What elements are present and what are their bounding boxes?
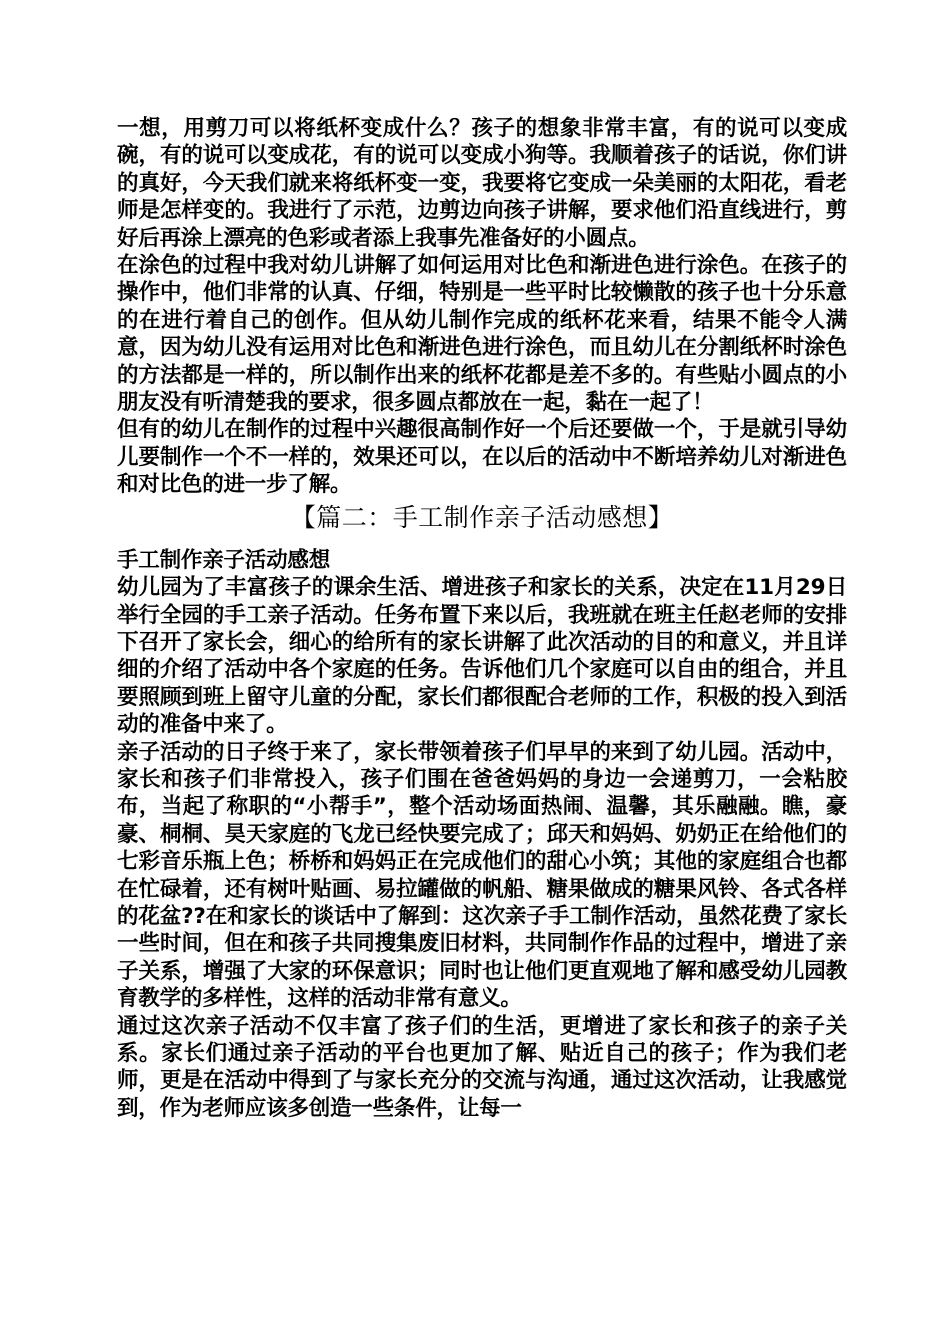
paragraph-activity-intro: 幼儿园为了丰富孩子的课余生活、增进孩子和家长的关系，决定在11月29日举行全园的手工亲子活动。任务布置下来以后，我班就在班主任赵老师的安排下召开了家长会，细心的给所有的家长讲解了此次活动的目的和意义，并且详细的介绍了活动中各个家庭的任务。告诉他们几个家庭可以自由的组合，并且要照顾到班上留守儿童的分配，家长们都很配合老师的工作，积极的投入到活动的准备中来了。 — [117, 575, 847, 738]
section-heading: 【篇二：手工制作亲子活动感想】 — [290, 502, 674, 532]
document-page — [117, 115, 847, 1122]
paragraph-interest-followup: 但有的幼儿在制作的过程中兴趣很高制作好一个后还要做一个，于是就引导幼儿要制作一个不一样的，效果还可以，在以后的活动中不断培养幼儿对渐进色和对比色的进一步了解。 — [117, 417, 847, 498]
paragraph-paper-cup-demo: 一想，用剪刀可以将纸杯变成什么？孩子的想象非常丰富，有的说可以变成碗，有的说可以变成花，有的说可以变成小狗等。我顺着孩子的话说，你们讲的真好，今天我们就来将纸杯变一变，我要将它变成一朵美丽的太阳花，看老师是怎样变的。我进行了示范，边剪边向孩子讲解，要求他们沿直线进行，剪好后再涂上漂亮的色彩或者添上我事先准备好的小圆点。 — [117, 116, 847, 251]
paragraph-activity-summary: 通过这次亲子活动不仅丰富了孩子们的生活，更增进了家长和孩子的亲子关系。家长们通过亲子活动的平台也更加了解、贴近自己的孩子；作为我们老师，更是在活动中得到了与家长充分的交流与沟通，通过这次活动，让我感觉到，作为老师应该多创造一些条件，让每一 — [117, 1013, 847, 1121]
paragraph-coloring-reflection: 在涂色的过程中我对幼儿讲解了如何运用对比色和渐进色进行涂色。在孩子的操作中，他们非常的认真、仔细，特别是一些平时比较懒散的孩子也十分乐意的在进行着自己的创作。但从幼儿制作完成的纸杯花来看，结果不能令人满意，因为幼儿没有运用对比色和渐进色进行涂色，而且幼儿在分割纸杯时涂色的方法都是一样的，所以制作出来的纸杯花都是差不多的。有些贴小圆点的小朋友没有听清楚我的要求，很多圆点都放在一起，黏在一起了！ — [117, 253, 847, 416]
section-subheading: 手工制作亲子活动感想 — [117, 547, 331, 573]
paragraph-activity-day: 亲子活动的日子终于来了，家长带领着孩子们早早的来到了幼儿园。活动中，家长和孩子们非常投入，孩子们围在爸爸妈妈的身边一会递剪刀，一会粘胶布，当起了称职的“小帮手”，整个活动场面热闹、温馨，其乐融融。瞧，豪豪、桐桐、昊天家庭的飞龙已经快要完成了；邱天和妈妈、奶奶正在给他们的七彩音乐瓶上色；桥桥和妈妈正在完成他们的甜心小筑；其他的家庭组合也都在忙碌着，还有树叶贴画、易拉罐做的帆船、糖果做成的糖果风铃、各式各样的花盆??在和家长的谈话中了解到：这次亲子手工制作活动，虽然花费了家长一些时间，但在和孩子共同搜集废旧材料，共同制作作品的过程中，增进了亲子关系，增强了大家的环保意识；同时也让他们更直观地了解和感受幼儿园教育教学的多样性，这样的活动非常有意义。 — [117, 739, 847, 1012]
